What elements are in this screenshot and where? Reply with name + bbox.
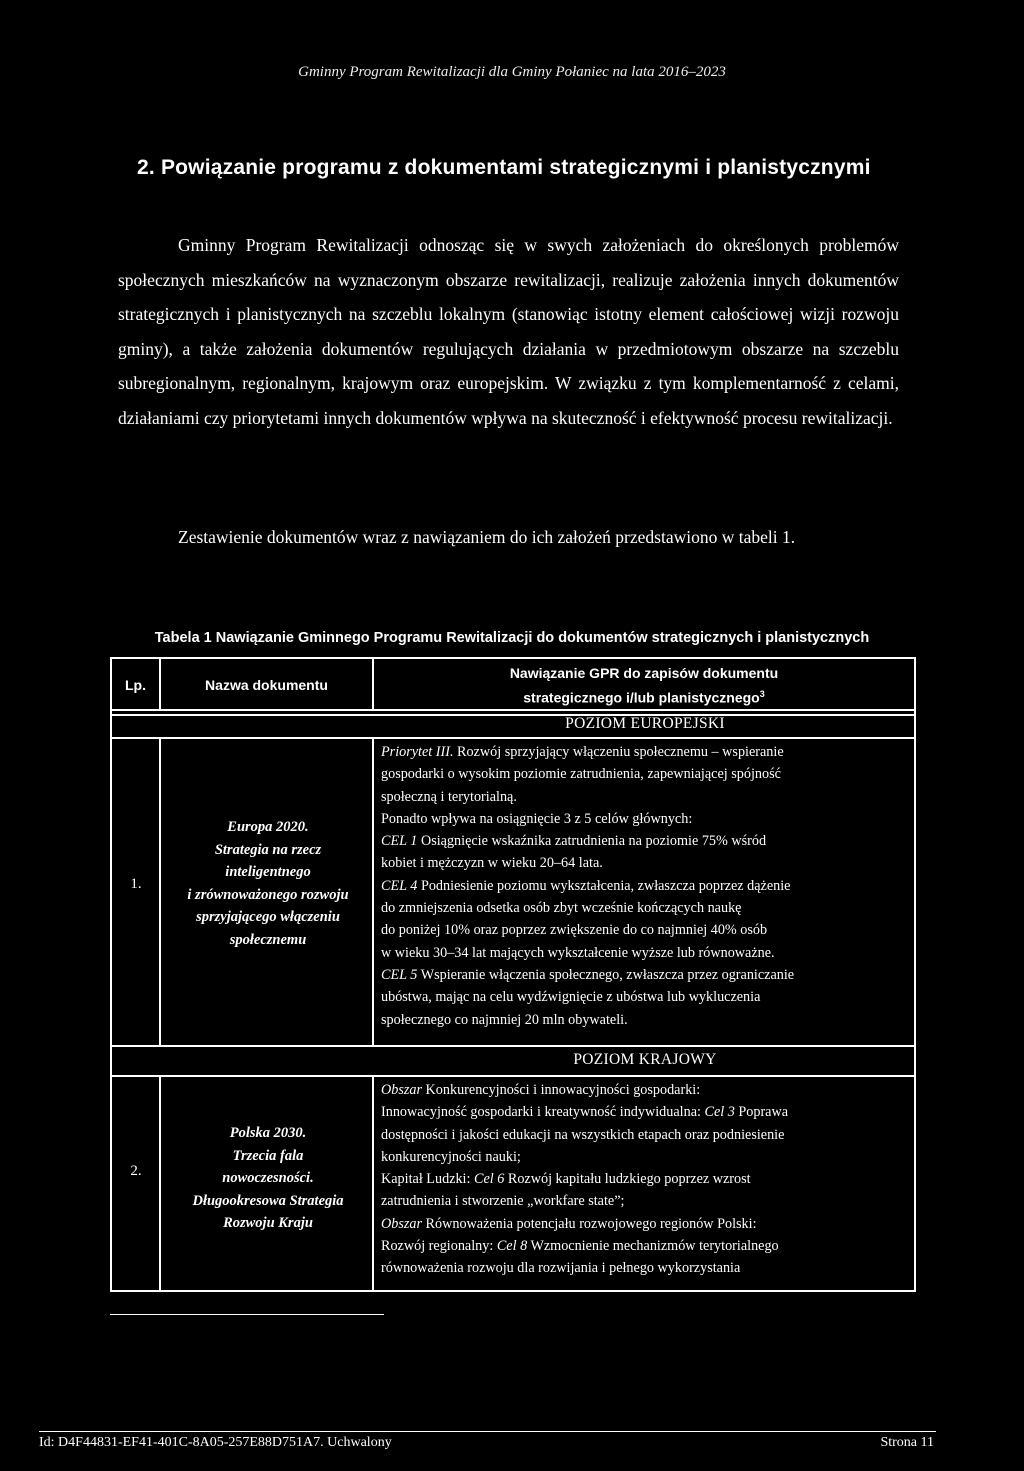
section-heading: 2. Powiązanie programu z dokumentami strategicznymi i planistycznymi [137, 156, 871, 179]
desc-line: do zmniejszenia odsetka osób zbyt wcześnie kończących naukę [381, 900, 742, 917]
desc-text: Wspieranie włączenia społecznego, zwłaszcza przez ograniczanie [417, 966, 795, 983]
row2-name-line: Rozwoju Kraju [223, 1215, 313, 1231]
level-european: POZIOM EUROPEJSKI [565, 715, 725, 732]
footnote-mark: 3 [759, 689, 765, 699]
desc-label: Obszar [381, 1082, 422, 1098]
desc-label: Cel 8 [496, 1238, 528, 1255]
level-national: POZIOM KRAJOWY [573, 1051, 717, 1068]
row1-name-line: inteligentnego [225, 864, 311, 880]
desc-text: Podniesienie poziomu wykształcenia, zwłaszcza poprzez dążenie [417, 877, 791, 894]
desc-line [381, 1101, 909, 1123]
row1-divider-name [372, 738, 374, 1046]
row2-name-line: Długookresowa Strategia [192, 1192, 344, 1209]
desc-text: Innowacyjność gospodarki i kreatywność indywidualna: [381, 1104, 705, 1121]
desc-line: dostępności i jakości edukacji na wszystkich etapach oraz podniesienie [381, 1126, 785, 1143]
footnote-rule [110, 1314, 384, 1315]
header-link-line1: Nawiązanie GPR do zapisów dokumentu [509, 665, 779, 681]
footer-document-id: Id: D4F44831-EF41-401C-8A05-257E88D751A7. Uchwalony [39, 1435, 392, 1450]
footer-page-number: Strona 11 [880, 1435, 934, 1450]
row1-lp: 1. [130, 876, 142, 892]
row1-name-line: społecznemu [229, 931, 307, 948]
row2-name-line: Polska 2030. [229, 1125, 307, 1141]
desc-label: Priorytet III. [381, 744, 454, 760]
desc-text: Równoważenia potencjału rozwojowego regionów Polski: [422, 1215, 757, 1232]
desc-line [381, 875, 909, 897]
national-level-rule-top [110, 1045, 916, 1047]
desc-text: Kapitał Ludzki: [381, 1171, 474, 1188]
row2-name-line: Trzecia fala [232, 1147, 304, 1164]
row1-name-line: Strategia na rzecz [214, 841, 322, 858]
header-document-name: Nazwa dokumentu [205, 677, 328, 693]
desc-line: zatrudnienia i stworzenie „workfare state”; [381, 1193, 625, 1210]
header-link-line2-wrap [374, 684, 914, 709]
desc-text: Rozwój regionalny: [381, 1238, 497, 1255]
desc-text: Wzmocnienie mechanizmów terytorialnego [527, 1238, 779, 1255]
header-link-line2: strategicznego i/lub planistycznego [523, 689, 760, 706]
national-level-rule-bottom [110, 1075, 916, 1077]
intro-paragraph: Gminny Program Rewitalizacji odnosząc się w swych założeniach do określonych problemów społecznych mieszkańców na wyznaczonym obszarze rewitalizacji, realizuje założenia innych dokumentów strategicznych i planistycznych na szczeblu lokalnym (stanowiąc istotny element całościowej wizji rozwoju gminy), a także założenia dokumentów regulujących działania w przedmiotowym obszarze na szczeblu subregionalnym, regionalnym, krajowym oraz europejskim. W związku z tym komplementarność z celami, działaniami czy priorytetami innych dokumentów wpływa na skuteczność i efektywność procesu rewitalizacji. [118, 235, 899, 428]
desc-line [381, 830, 909, 852]
desc-label: Cel 3 [704, 1104, 735, 1121]
row2-description [381, 1079, 909, 1280]
desc-text: Konkurencyjności i innowacyjności gospodarki: [422, 1082, 701, 1098]
desc-line [381, 741, 909, 763]
desc-label: CEL 4 [381, 877, 418, 894]
row1-name-line: sprzyjającego włączeniu [196, 909, 340, 925]
desc-line: kobiet i mężczyzn w wieku 20–64 lata. [381, 855, 603, 872]
reference-paragraph: Zestawienie dokumentów wraz z nawiązaniem do ich założeń przedstawiono w tabeli 1. [178, 527, 796, 547]
desc-line [381, 1168, 909, 1190]
row2-divider-lp [159, 1076, 161, 1292]
desc-line [381, 1213, 909, 1235]
desc-line: Ponadto wpływa na osiągnięcie 3 z 5 celów głównych: [381, 810, 693, 827]
footer-rule [39, 1431, 936, 1432]
running-header: Gminny Program Rewitalizacji dla Gminy Połaniec na lata 2016–2023 [298, 64, 726, 80]
desc-line: gospodarki o wysokim poziomie zatrudnienia, zapewniającej spójność [381, 766, 781, 783]
desc-text: Poprawa [734, 1104, 789, 1121]
row1-name-line: Europa 2020. [227, 819, 309, 835]
row2-lp: 2. [130, 1163, 142, 1179]
desc-label: Obszar [381, 1215, 422, 1232]
desc-line: społeczną i terytorialną. [381, 788, 517, 805]
row2-name-line: nowoczesności. [222, 1170, 314, 1186]
row2-document-name [166, 1122, 370, 1235]
row2-divider-name [372, 1076, 374, 1292]
desc-label: CEL 1 [381, 833, 418, 850]
desc-line: ubóstwa, mając na celu wydźwignięcie z ubóstwa lub wykluczenia [381, 989, 761, 1006]
desc-text: Rozwój sprzyjający włączeniu społecznemu – wspieranie [453, 744, 784, 760]
row1-name-line: i zrównoważonego rozwoju [187, 886, 349, 903]
header-link [374, 663, 914, 709]
desc-line: społecznego co najmniej 20 mln obywateli. [381, 1011, 628, 1028]
desc-line [381, 964, 909, 986]
desc-text: Osiągnięcie wskaźnika zatrudnienia na poziomie 75% wśród [417, 833, 767, 850]
desc-line: do poniżej 10% oraz poprzez zwiększenie do co najmniej 40% osób [381, 922, 768, 939]
header-lp: Lp. [125, 677, 146, 693]
desc-line: równoważenia rozwoju dla rozwijania i pełnego wykorzystania [381, 1260, 741, 1277]
desc-label: CEL 5 [381, 966, 418, 983]
row1-document-name [166, 816, 370, 951]
header-rule [110, 709, 916, 711]
row1-description [381, 741, 909, 1031]
desc-line [381, 1079, 909, 1101]
desc-text: Rozwój kapitału ludzkiego poprzez wzrost [504, 1171, 751, 1188]
table-caption: Tabela 1 Nawiązanie Gminnego Programu Rewitalizacji do dokumentów strategicznych i planistycznych [154, 630, 870, 646]
desc-line [381, 1235, 909, 1257]
european-level-rule-bottom [110, 737, 916, 739]
desc-line: w wieku 30–34 lat mających wykształcenie wyższe lub równoważne. [381, 944, 775, 961]
desc-line: konkurencyjności nauki; [381, 1148, 521, 1165]
desc-label: Cel 6 [473, 1171, 505, 1188]
